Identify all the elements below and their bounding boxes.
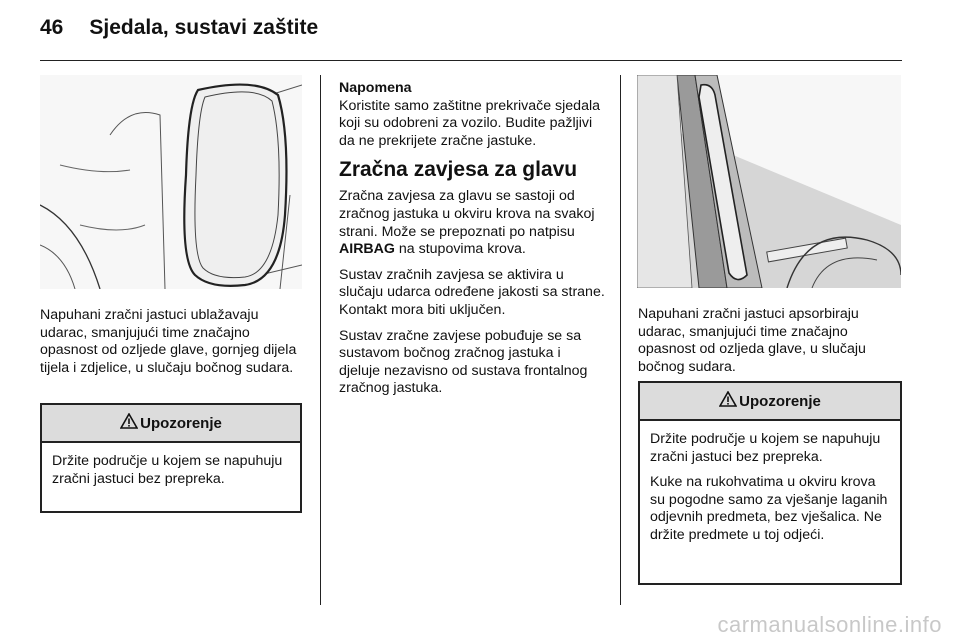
warning-triangle-icon <box>120 413 138 433</box>
body-paragraph: Zračna zavjesa za glavu se sastoji od zračnog jastuka u okviru krova na svakoj strani. Može se prepoznati po natpisu AIRBAG na stupovima krova. <box>339 188 595 258</box>
warning-title: Upozorenje <box>140 414 222 432</box>
body-paragraph: Sustav zračnih zavjesa se aktivira u slučaju udarca određene jakosti sa strane. Kontakt mora biti uključen. <box>339 266 605 318</box>
airbag-label: AIRBAG <box>339 241 395 258</box>
warning-box-right <box>638 381 902 585</box>
seat-airbag-illustration <box>40 75 302 289</box>
column-divider <box>620 75 621 605</box>
column-divider <box>320 75 321 605</box>
warning-header <box>640 383 900 421</box>
note-title: Napomena <box>339 80 412 96</box>
body-paragraph: Sustav zračne zavjese pobuđuje se sa sustavom bočnog zračnog jastuka i djeluje nezavisno od sustava frontalnog zračnog jastuka. <box>339 327 588 397</box>
note-text: Koristite samo zaštitne prekrivače sjedala koji su odobreni za vozilo. Budite pažljivi da ne prekrijete zračne jastuke. <box>339 97 601 149</box>
page-header <box>40 16 318 40</box>
warning-text: Držite područje u kojem se napuhuju zračni jastuci bez prepreka. <box>52 453 283 487</box>
warning-body <box>42 443 300 502</box>
section-heading: Zračna zavjesa za glavu <box>339 158 578 182</box>
page-number: 46 <box>40 16 64 39</box>
warning-body <box>640 421 900 559</box>
left-caption: Napuhani zračni jastuci ublažavaju udarac, smanjujući time značajno opasnost od ozljede glave, gornjeg dijela tijela i zdjelice, u slučaju bočnog sudara. <box>40 307 297 376</box>
curtain-airbag-illustration <box>637 75 901 288</box>
warning-text: Držite područje u kojem se napuhuju zračni jastuci bez prepreka. <box>650 431 881 465</box>
warning-text: Kuke na rukohvatima u okviru krova su pogodne samo za vješanje laganih odjevnih predmeta, bez vješalica. Ne držite predmete u toj odjeći. <box>650 474 888 543</box>
middle-column <box>339 80 605 406</box>
warning-title: Upozorenje <box>739 392 821 410</box>
watermark: carmanualsonline.info <box>717 612 942 637</box>
warning-header <box>42 405 300 443</box>
warning-triangle-icon <box>719 391 737 411</box>
page-title: Sjedala, sustavi zaštite <box>89 16 319 39</box>
header-rule <box>40 60 902 61</box>
warning-box-left <box>40 403 302 513</box>
right-caption: Napuhani zračni jastuci apsorbiraju udarac, smanjujući time značajno opasnost od ozljeda glave, u slučaju bočnog sudara. <box>638 306 866 375</box>
